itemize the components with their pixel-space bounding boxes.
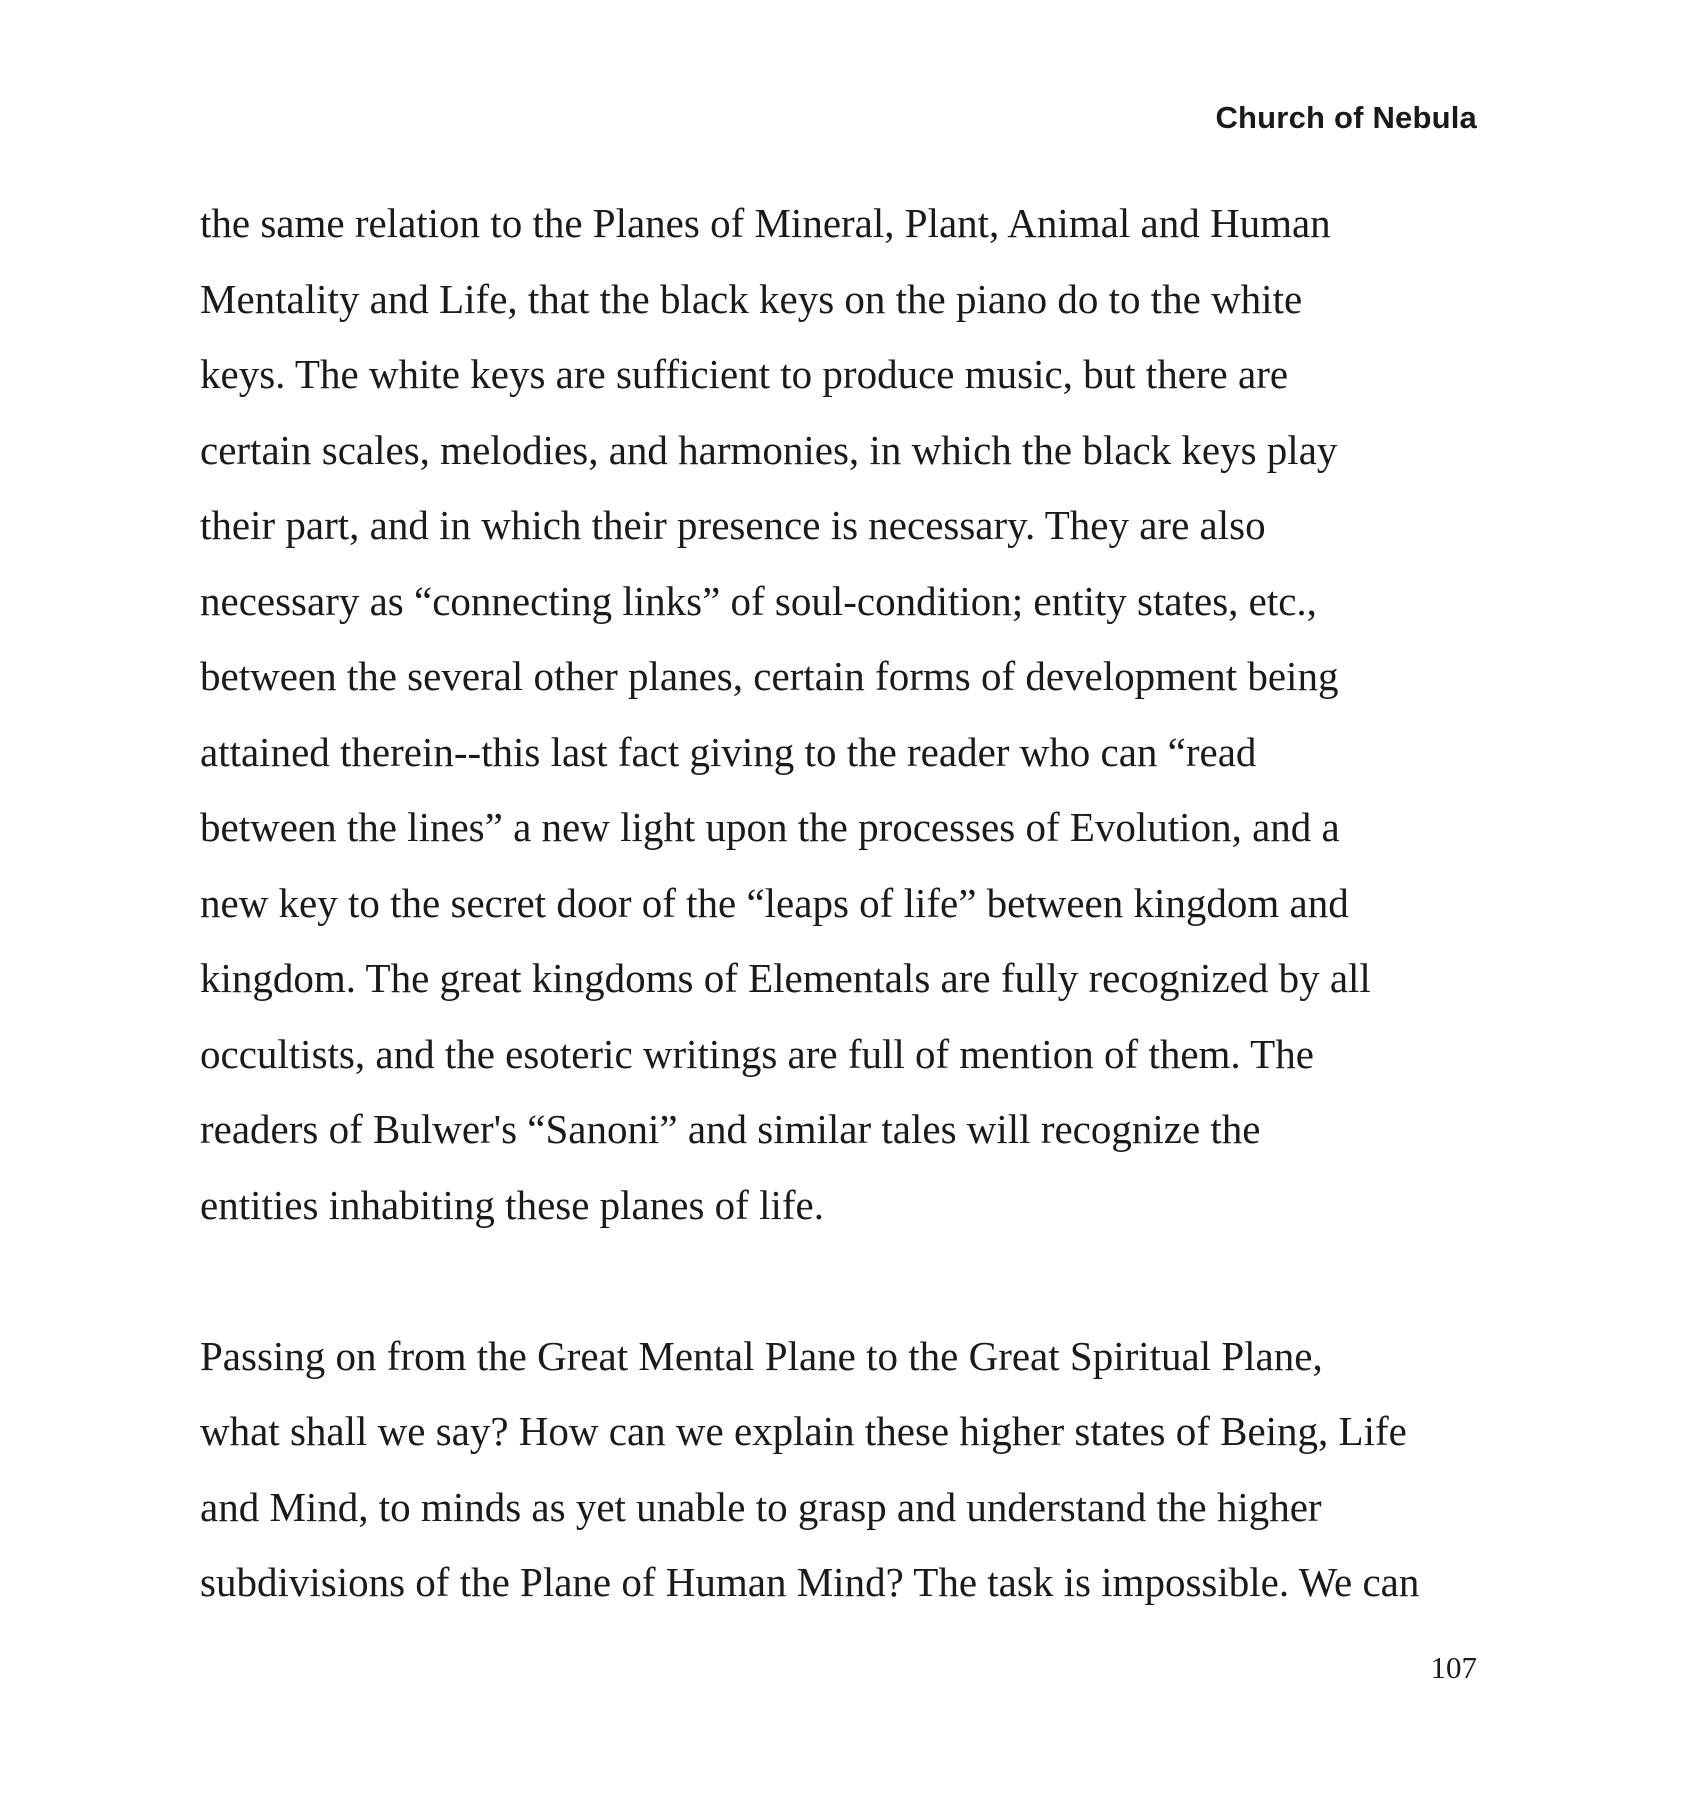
running-header: Church of Nebula (1215, 100, 1477, 135)
text-line: attained therein--this last fact giving to the reader who can “read (200, 728, 1257, 775)
text-line: what shall we say? How can we explain these higher states of Being, Life (200, 1408, 1407, 1454)
text-line: readers of Bulwer's “Sanoni” and similar tales will recognize the (200, 1106, 1261, 1152)
text-line: between the lines” a new light upon the processes of Evolution, and a (200, 804, 1340, 850)
text-line: between the several other planes, certain forms of development being (200, 653, 1339, 699)
text-line: their part, and in which their presence is necessary. They are also (200, 502, 1266, 548)
text-line: keys. The white keys are sufficient to produce music, but there are (200, 351, 1289, 397)
body-text (200, 186, 1500, 1621)
text-line: and Mind, to minds as yet unable to grasp and understand the higher (200, 1483, 1322, 1530)
paragraph-spacer (200, 1243, 1500, 1319)
text-line: certain scales, melodies, and harmonies, in which the black keys play (200, 426, 1338, 473)
text-line: subdivisions of the Plane of Human Mind? The task is impossible. We can (200, 1559, 1420, 1605)
text-line: necessary as “connecting links” of soul-condition; entity states, etc., (200, 577, 1317, 624)
text-line: the same relation to the Planes of Mineral, Plant, Animal and Human (200, 200, 1331, 246)
text-line: kingdom. The great kingdoms of Elementals are fully recognized by all (200, 955, 1371, 1001)
paragraph-1 (200, 186, 1500, 1243)
paragraph-2 (200, 1319, 1500, 1621)
text-line: Passing on from the Great Mental Plane to the Great Spiritual Plane, (200, 1332, 1323, 1379)
text-line: occultists, and the esoteric writings are full of mention of them. The (200, 1030, 1314, 1077)
page-number: 107 (1430, 1650, 1477, 1685)
text-line: entities inhabiting these planes of life. (200, 1181, 824, 1228)
text-line: new key to the secret door of the “leaps of life” between kingdom and (200, 879, 1349, 926)
text-line: Mentality and Life, that the black keys on the piano do to the white (200, 275, 1303, 322)
